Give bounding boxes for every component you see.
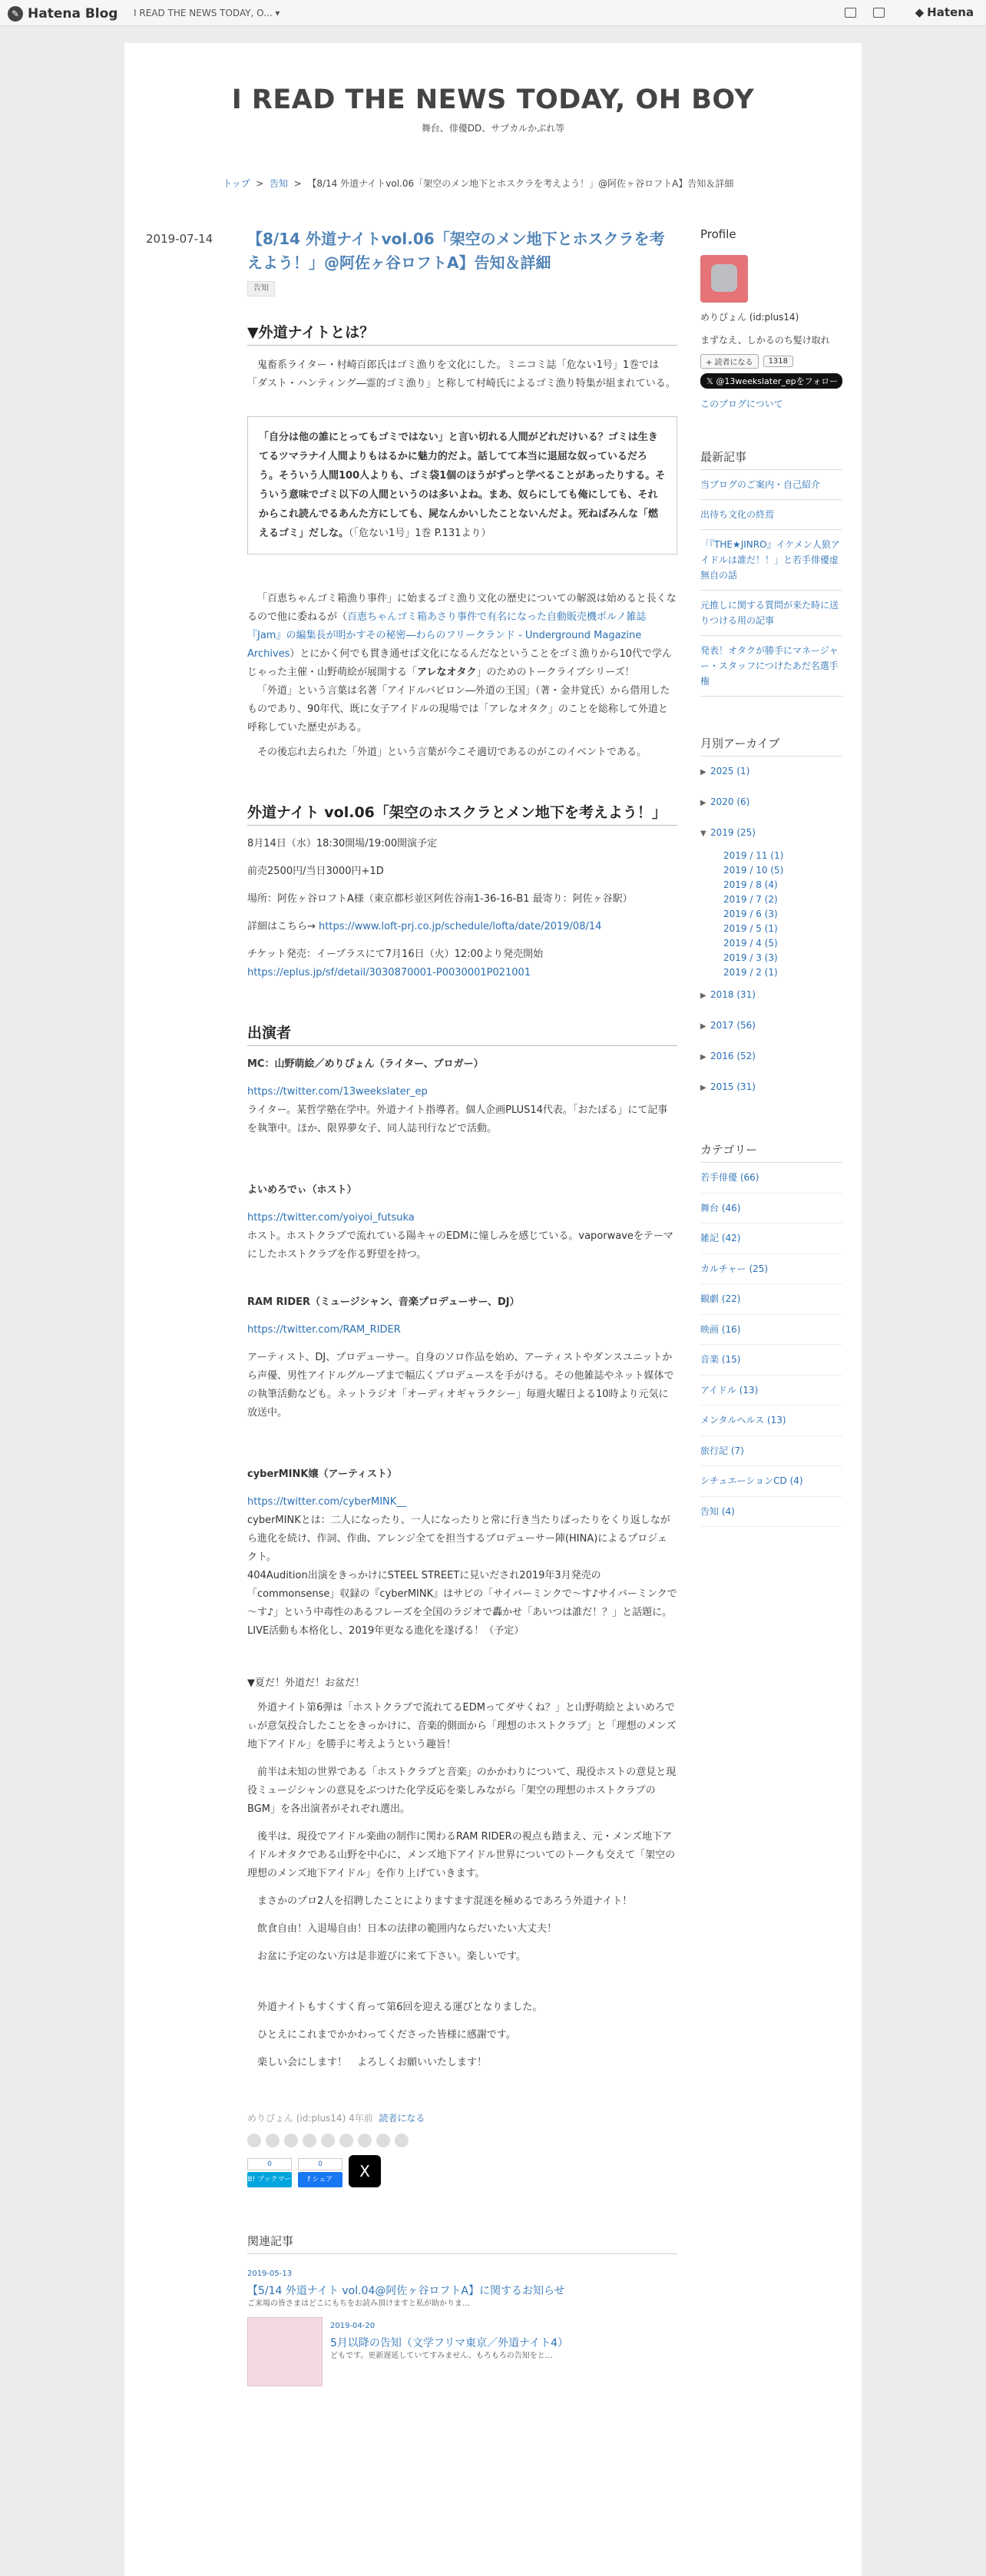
recent-link[interactable]: 出待ち文化の終焉: [700, 509, 775, 520]
cast-desc: ホスト。ホストクラブで流れている陽キャのEDMに憧しみを感じている。vaporwaveをテーマにしたホストクラブを作る野望を持つ。: [247, 1230, 673, 1260]
related-articles: [247, 2232, 677, 2386]
archive-year[interactable]: [700, 1011, 842, 1041]
category-item[interactable]: 観劇 (22): [700, 1284, 842, 1315]
recent-link[interactable]: 発表！オタクが勝手にマネージャー・スタッフにつけたあだ名選手権: [700, 645, 839, 687]
recent-heading: 最新記事: [700, 449, 842, 470]
cast-name: [247, 1465, 677, 1484]
section-heading-cast: 出演者: [247, 1024, 677, 1046]
hatena-blog-logo[interactable]: [8, 6, 117, 22]
blog-switcher-label: I READ THE NEWS TODAY, O...: [134, 8, 273, 18]
category-item[interactable]: メンタルヘルス (13): [700, 1406, 842, 1436]
text: 詳細はこちら→: [247, 921, 316, 932]
profile-name[interactable]: めりぴょん (id:plus14): [700, 312, 799, 323]
related-thumbnail[interactable]: [247, 2317, 323, 2386]
cast-desc: cyberMINKとは：二人になったり、一人になったりと常に行き当たりばったりをくり返しながら進化を続け、作詞、作曲、アレンジ全てを担当するプロデューサー陣(HINA)によるプロジェクト。 404Audition出演をきっかけにSTEEL STREETに見いだされ2019年3月発売の「commonsense」収録の『cyberMINK』はサビの「サイバーミンクで～す♪サイバーミンクで～す♪」という中毒性のあるフレーズを全国のラジオで轟かせ「あいつは誰だ！？」と話題に。LIVE活動も本格化し、2019年更なる進化を遂げる！（予定）: [247, 1515, 677, 1637]
related-date: 2019-04-20: [330, 2322, 376, 2330]
breadcrumb-category[interactable]: 告知: [269, 178, 288, 189]
subscribe-link[interactable]: 読者になる: [379, 2113, 425, 2124]
archive-year-label[interactable]: 2017 (56): [710, 1020, 756, 1031]
related-heading: 関連記事: [247, 2232, 677, 2254]
quote-text: 「自分は他の誰にとってもゴミではない」と言い切れる人間がどれだけいる？ゴミは生きてるツマラナイ人間よりもはるかに魅力的だよ。話してて本当に退屈な奴っているだろう。そういう人間100人よりも、ゴミ袋1個のほうがずっと学べることがあったりする。そういう意味でゴミ以下の人間というのは多いよね。まあ、奴らにしても俺にしても、それからこれ読んでるあんた方にしても、屍なんかいしたことないんだよ。死ねばみんな「燃えるゴミ」だしな。: [259, 432, 666, 539]
event-detail: [247, 918, 677, 936]
entry-date[interactable]: 2019-07-14: [146, 232, 213, 246]
chevron-right-icon[interactable]: ▶: [700, 1022, 706, 1031]
twitter-link[interactable]: https://twitter.com/cyberMINK__: [247, 1496, 407, 1508]
category-list: [700, 1163, 842, 1527]
recent-item[interactable]: [700, 636, 842, 697]
archive-year[interactable]: [700, 980, 842, 1011]
section-heading-event: 外道ナイト vol.06「架空のホスクラとメン地下を考えよう！」: [247, 803, 677, 826]
breadcrumb-current: 【8/14 外道ナイトvol.06「架空のメン地下とホスクラを考えよう！」@阿佐ヶ谷ロフトA】告知＆詳細: [307, 178, 734, 189]
archive-year-label[interactable]: 2025 (1): [710, 766, 750, 776]
paragraph: 楽しい会にします！ よろしくお願いいたします！: [257, 2057, 488, 2068]
share-buttons: [247, 2155, 677, 2199]
cast-desc: ライター。某哲学塾在学中。外道ナイト指導者。個人企画PLUS14代表。「おたぽる」にて記事を執筆中。ほか、限界夢女子、同人誌刊行などで活動。: [247, 1104, 668, 1134]
entry-footer: [247, 2109, 677, 2127]
avatar[interactable]: [700, 255, 748, 303]
star-reactions[interactable]: [247, 2134, 677, 2147]
cast-link: [247, 1209, 677, 1227]
recent-item[interactable]: [700, 470, 842, 500]
recent-link[interactable]: 「『THE★JINRO』イケメン人狼アイドルは誰だ！！」と若手俳優虚無自の話: [700, 539, 840, 581]
recent-link[interactable]: 元推しに関する質問が来た時に送りつける用の記事: [700, 600, 839, 626]
related-date: 2019-05-13: [247, 2270, 293, 2278]
archive-month[interactable]: 2019 / 11 (1): [723, 850, 784, 861]
hatebu-share[interactable]: [247, 2158, 292, 2199]
archive-heading: 月別アーカイブ: [700, 735, 842, 757]
subscribe-button[interactable]: + 読者になる: [700, 354, 759, 369]
archive-year-label[interactable]: 2018 (31): [710, 989, 756, 1000]
blog-switcher[interactable]: I READ THE NEWS TODAY, O... ▾: [134, 8, 280, 18]
chevron-right-icon[interactable]: ▶: [700, 1053, 706, 1061]
user-icon: [358, 2134, 372, 2147]
text: よいめろでぃ（ホスト）: [247, 1184, 357, 1196]
subscriber-count: 1318: [763, 356, 793, 367]
event-ticket: [247, 945, 677, 982]
cast-desc: アーティスト、DJ、プロデューサー。自身のソロ作品を始め、アーティストやダンスユニットから声優、男性アイドルグループまで幅広くプロデュースを手がける。その他雑誌やネット媒体での執筆活動なども。ネットラジオ「オーディオギャラクシー」毎週火曜日よる10時より元気に放送中。: [247, 1352, 674, 1419]
chevron-right-icon[interactable]: ▶: [700, 768, 706, 776]
category-item[interactable]: 雑記 (42): [700, 1223, 842, 1254]
archive-list: [700, 757, 842, 1103]
cast-name: [247, 1055, 677, 1074]
archive-year-label[interactable]: 2019 (25): [710, 827, 756, 838]
archive-month[interactable]: 2019 / 4 (5): [723, 938, 778, 949]
dashboard-icon: [873, 8, 885, 18]
text: MC：山野萌絵／めりぴょん（ライター、ブロガー）: [247, 1058, 484, 1070]
paragraph: 後半は、現役でアイドル楽曲の制作に関わるRAM RIDERの視点も踏まえ、元・メンズ地下アイドルオタクである山野を中心に、メンズ地下アイドル世界についてのトークも交えて「架空の理想のメンズ地下アイドル」を作り上げていきます。: [247, 1831, 676, 1879]
paragraph: [247, 590, 677, 682]
write-button[interactable]: [845, 8, 859, 18]
entry-content: [247, 227, 677, 2386]
archive-year-label[interactable]: 2016 (52): [710, 1051, 756, 1061]
category-item[interactable]: 音楽 (15): [700, 1345, 842, 1376]
blog-title[interactable]: I READ THE NEWS TODAY, OH BOY: [231, 84, 755, 115]
user-icon: [339, 2134, 353, 2147]
archive-year[interactable]: [700, 787, 842, 818]
text: cyberMINK嬢（アーティスト）: [247, 1468, 398, 1480]
hatebu-button[interactable]: B! ブックマーク: [247, 2172, 292, 2187]
article-link[interactable]: 百恵ちゃんゴミ箱あさり事件で有名になった自動販売機ポルノ雑誌『Jam』の編集長が明かすその秘密―わらのフリークランド - Underground Magazine Archives: [247, 611, 647, 660]
event-place: 場所：阿佐ヶ谷ロフトA様（東京都杉並区阿佐谷南1-36-16-B1 最寄り：阿佐ヶ谷駅）: [247, 893, 633, 905]
about-blog-link[interactable]: このブログについて: [700, 399, 783, 409]
subscribe-row: [700, 354, 842, 369]
bookmark-count: 0: [247, 2158, 292, 2170]
hatena-menu[interactable]: ◆ Hatena: [915, 5, 974, 19]
related-item[interactable]: [247, 2317, 677, 2386]
twitter-link[interactable]: https://twitter.com/13weekslater_ep: [247, 1086, 428, 1098]
recent-link[interactable]: 当ブログのご案内・自己紹介: [700, 479, 821, 490]
entry-category-badge[interactable]: 告知: [247, 281, 275, 296]
x-share-button[interactable]: X: [349, 2155, 381, 2187]
breadcrumb-sep: >: [293, 178, 302, 189]
archive-year-label[interactable]: 2015 (31): [710, 1081, 756, 1092]
event-price: 前売2500円/当日3000円+1D: [247, 866, 384, 877]
blog-header: [124, 84, 862, 134]
star-icon: [247, 2134, 261, 2147]
archive-year[interactable]: [700, 1072, 842, 1103]
cast-link: [247, 1321, 677, 1339]
related-title[interactable]: 【5/14 外道ナイト vol.04@阿佐ヶ谷ロフトA】に関するお知らせ: [247, 2285, 565, 2297]
user-icon: [376, 2134, 390, 2147]
user-icon: [321, 2134, 335, 2147]
category-item[interactable]: シチュエーションCD (4): [700, 1466, 842, 1497]
blog-description: 舞台、俳優DD、サブカルかぶれ等: [421, 123, 565, 134]
quote-source: （「危ない1号」1巻 P.131より）: [349, 528, 491, 539]
text: 」のためのトークライブシリーズ！: [476, 667, 635, 678]
category-item[interactable]: アイドル (13): [700, 1376, 842, 1406]
related-title[interactable]: 5月以降の告知（文学フリマ東京／外道ナイト4）: [330, 2337, 568, 2349]
profile-heading: Profile: [700, 227, 736, 241]
subscribe-label: 読者になる: [714, 359, 753, 367]
user-icon: [284, 2134, 298, 2147]
ticket-link[interactable]: https://eplus.jp/sf/detail/3030870001-P0030001P021001: [247, 967, 531, 978]
archive-month[interactable]: 2019 / 3 (3): [723, 952, 778, 963]
paragraph: ひとえにこれまでかかわってくださった皆様に感謝です。: [257, 2029, 516, 2041]
cast-link: [247, 1083, 677, 1101]
edit-icon: [845, 8, 856, 18]
archive-year-label[interactable]: 2020 (6): [710, 796, 750, 807]
entry-title[interactable]: 【8/14 外道ナイトvol.06「架空のメン地下とホスクラを考えよう！」@阿佐ヶ谷ロフトA】告知＆詳細: [247, 230, 665, 272]
breadcrumb-sep: >: [256, 178, 264, 189]
category-item[interactable]: 舞台 (46): [700, 1194, 842, 1224]
text: チケット発売：イープラスにて7月16日（火）12:00より発売開始: [247, 949, 544, 960]
recent-item[interactable]: [700, 500, 842, 530]
paragraph: まさかのプロ2人を招聘したことによりますます混迷を極めるであろう外道ナイト！: [257, 1896, 633, 1907]
facebook-share[interactable]: [298, 2158, 342, 2187]
user-icon: [395, 2134, 409, 2147]
category-item[interactable]: 映画 (16): [700, 1315, 842, 1346]
breadcrumb-top[interactable]: トップ: [223, 178, 250, 189]
paragraph: 前半は未知の世界である「ホストクラブと音楽」のかかわりについて、現役ホストの意見と現役ミュージシャンの意見をぶつけた化学反応を楽しみながら「架空の理想のホストクラブのBGM」を各出演者がそれぞれ選出。: [247, 1766, 677, 1815]
hatena-blog-icon: ✎: [8, 6, 23, 22]
dashboard-button[interactable]: [873, 8, 888, 18]
archive-month[interactable]: 2019 / 8 (4): [723, 879, 778, 890]
author-meta[interactable]: めりぴょん (id:plus14) 4年前: [247, 2113, 373, 2124]
blog-container: [124, 43, 862, 2576]
hatena-label: Hatena: [927, 5, 974, 19]
archive-year[interactable]: [700, 818, 842, 849]
blockquote: [247, 416, 677, 555]
chevron-right-icon[interactable]: ▶: [700, 799, 706, 807]
archive-month[interactable]: 2019 / 10 (5): [723, 865, 784, 876]
category-item[interactable]: カルチャー (25): [700, 1254, 842, 1285]
category-item[interactable]: 若手俳優 (66): [700, 1163, 842, 1194]
service-name: Hatena Blog: [28, 6, 118, 22]
twitter-link[interactable]: https://twitter.com/RAM_RIDER: [247, 1324, 401, 1336]
text: ）とにかく何でも貫き通せば文化になるんだなということをゴミ漁りから10代で学んじゃった主催・山野萌絵が展開する「: [247, 648, 672, 678]
related-snippet: ご来場の皆さまはどこにもちをお読み頂けますと私が助かりま…: [247, 2300, 470, 2308]
archive-month[interactable]: 2019 / 5 (1): [723, 923, 778, 934]
recent-item[interactable]: [700, 530, 842, 591]
cast-link: [247, 1493, 677, 1511]
section-heading-summer: ▼夏だ！外道だ！お盆だ！: [247, 1677, 365, 1689]
paragraph: 「外道」という言葉は名著「アイドルバビロン―外道の王国」（著・金井覚氏）から借用したものであり、90年代、既に女子アイドルの現場では「アレなオタク」のことを総称して外道と呼称していた歴史がある。: [247, 685, 670, 733]
paragraph: 鬼畜系ライター・村崎百郎氏はゴミ漁りを文化にした。ミニコミ誌「危ない1号」1巻では「ダスト・ハンティング―霊的ゴミ漁り」と称して村崎氏によるゴミ漁り特集が組まれている。: [247, 359, 676, 389]
share-count: 0: [298, 2158, 342, 2170]
archive-month[interactable]: 2019 / 2 (1): [723, 967, 778, 978]
paragraph: 飲食自由！入退場自由！日本の法律の範囲内ならだいたい大丈夫！: [257, 1923, 558, 1935]
category-item[interactable]: 告知 (4): [700, 1497, 842, 1528]
user-icon: [303, 2134, 316, 2147]
facebook-button[interactable]: f シェア: [298, 2172, 342, 2187]
header-tools: [845, 5, 974, 19]
event-date: 8月14日（水）18:30開場/19:00開演予定: [247, 838, 438, 849]
paragraph: お盆に予定のない方は是非遊びに来て下さい。楽しいです。: [257, 1951, 526, 1962]
twitter-link[interactable]: https://twitter.com/yoiyoi_futsuka: [247, 1212, 415, 1223]
global-header: [0, 0, 986, 26]
breadcrumb: [223, 177, 776, 190]
cast-name: [247, 1181, 677, 1200]
sidebar: [700, 227, 842, 1527]
category-item[interactable]: 旅行記 (7): [700, 1436, 842, 1467]
paragraph: 外道ナイト第6弾は「ホストクラブで流れてるEDMってダサくね？」と山野萌絵とよいめろでぃが意気投合したことをきっかけに、音楽的側面から「理想のホストクラブ」と「理想のメンズ地下アイドル」を勝手に考えようという趣旨！: [247, 1702, 677, 1750]
section-heading-about: ▼外道ナイトとは？: [247, 323, 677, 346]
archive-month[interactable]: 2019 / 6 (3): [723, 909, 778, 919]
x-follow-button[interactable]: 𝕏 @13weekslater_epをフォロー: [700, 373, 842, 389]
profile-text: まずなえ、しかるのち髪け取れ: [700, 335, 830, 346]
paragraph: 外道ナイトもすくすく育って第6回を迎える運びとなりました。: [257, 2002, 543, 2013]
chevron-down-icon[interactable]: ▼: [700, 829, 706, 838]
archive-year[interactable]: [700, 1041, 842, 1072]
chevron-right-icon[interactable]: ▶: [700, 992, 706, 1000]
user-icon: [266, 2134, 280, 2147]
cast-name: [247, 1293, 677, 1312]
text: 「百恵ちゃんゴミ箱漁り事件」に始まるゴミ漁り文化の歴史についての解説は始めると長くなるので他に委ねるが（: [247, 593, 677, 623]
bold-text: アレなオタク: [417, 667, 477, 678]
archive-month[interactable]: 2019 / 7 (2): [723, 894, 778, 905]
event-detail-link[interactable]: https://www.loft-prj.co.jp/schedule/lofta/date/2019/08/14: [319, 921, 602, 932]
recent-list: [700, 470, 842, 697]
recent-item[interactable]: [700, 591, 842, 636]
related-snippet: どもです。更新遅延していてすみません。もろもろの告知をと…: [330, 2352, 553, 2360]
category-heading: カテゴリー: [700, 1141, 842, 1163]
text: RAM RIDER（ミュージシャン、音楽プロデューサー、DJ）: [247, 1296, 520, 1308]
paragraph: その後忘れ去られた「外道」という言葉が今こそ適切であるのがこのイベントである。: [257, 747, 647, 758]
archive-year[interactable]: [700, 757, 842, 787]
chevron-right-icon[interactable]: ▶: [700, 1084, 706, 1092]
